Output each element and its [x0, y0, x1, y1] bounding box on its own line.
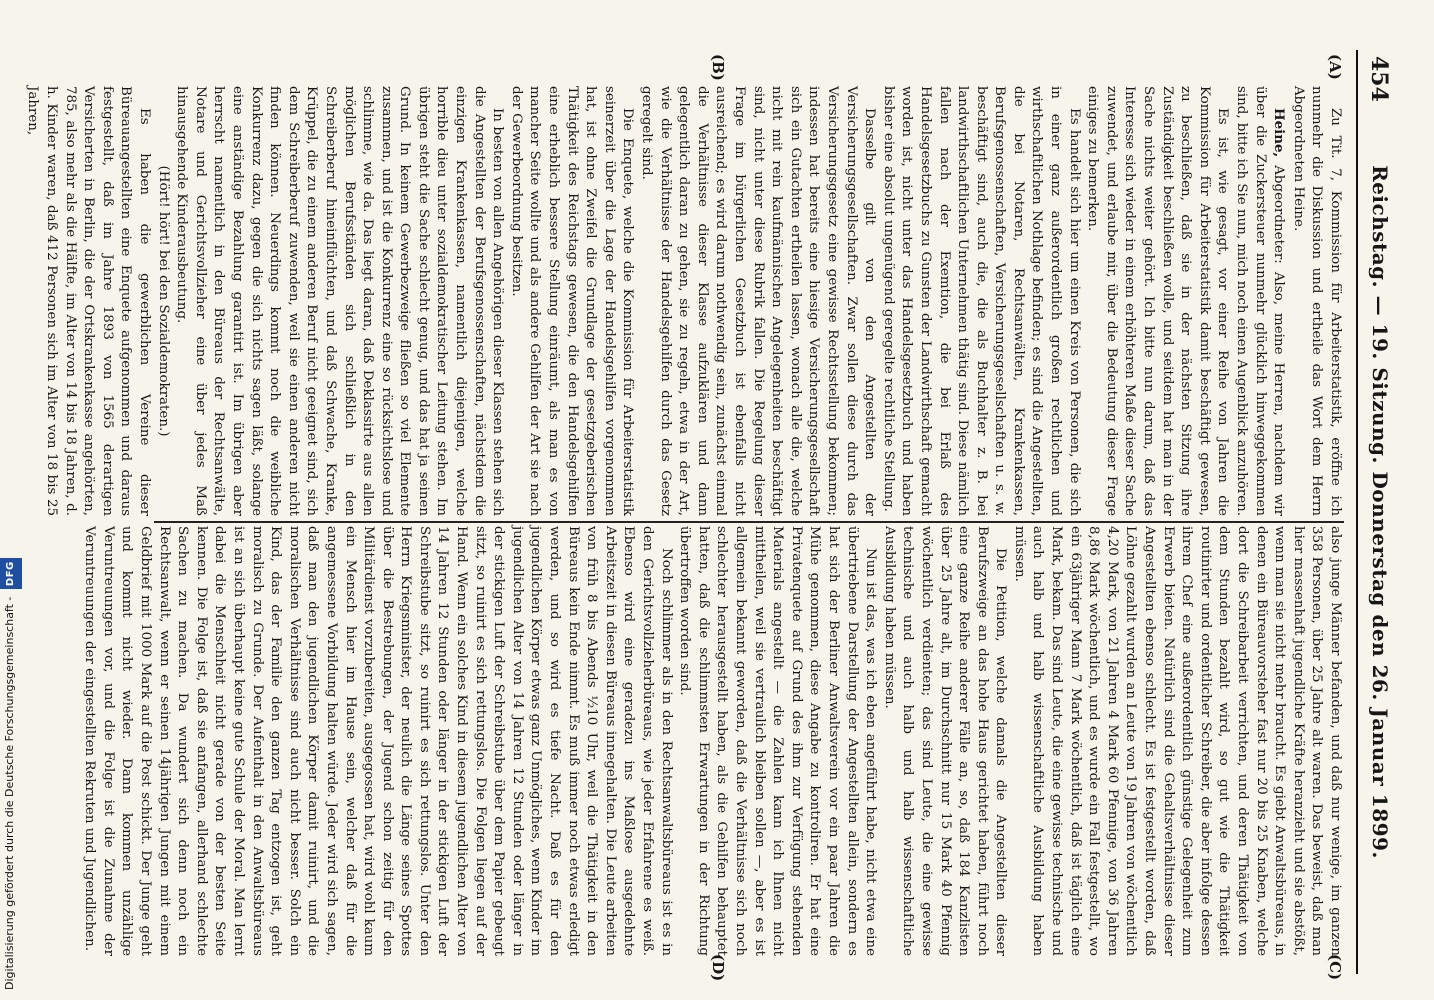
paragraph: Es ist, wie gesagt, vor einer Reihe von Jahren die Kommission für Arbeiterstatistik damit beschäftigt gewesen, zu beschließen, daß sie in der nächsten Sitzung ihre Zuständigkeit beschließen wolle, und seitdem hat man in der Sache nichts weiter gehört. Ich bitte nun darum, daß das Interesse sich wieder in einem erhöhteren Maße dieser Sache zuwendet, und erlaube mir, über die Bedeutung dieser Frage einiges zu bemerken. [1085, 86, 1231, 516]
paragraph: Noch schlimmer als in den Rechtsanwaltsbüreaus ist es in den Gerichtsvollzieherbüreaus, wie jeder Erfahrene es weiß. Ebenso wird eine geradezu ins Maßlose ausgedehnte Arbeitszeit in diesen Büreaus innegehalten. Die Leute arbeiten von früh 8 bis Abends ½10 Uhr, weil die Thätigkeit in den Büreaus kein Ende nimmt. Es muß immer noch etwas erledigt werden, und so wird es tiefe Nacht. Daß es für den jugendlichen Körper etwas ganz Unmögliches, wenn Kinder im jugendlichen Alter von 14 Jahren 12 Stunden oder länger in der stickigen Luft der Schreibstube über dem Papier gebeugt sitzt, so ruinirt es sich rettungslos. Die Folgen liegen auf der Hand. Wenn ein solches Kind in diesem jugendlichen Alter von 14 Jahren 12 Stunden oder länger in der stickigen Luft der Schreibstube sitzt, so ruinirt es sich rettungslos. Unter den Herrn Kriegsminister, der neulich die Länge seines Spottes über die Bestrebungen, der Jugend schon zeitig für den Militärdienst vorzubereiten, ausgegossen hat, wird wohl kaum ein Mensch hier im Hause sein, welcher daß für die angemessene Vorbildung halten würde. Jeder wird sich sagen, daß man den jugendlichen Körper damit ruinirt, und die moralischen Verhältnisse sind auch nicht besser. Solch ein Kind, das der Familie den ganzen Tag entzogen ist, geht moralisch zu Grunde. Der Aufenthalt in den Anwaltsbüreaus ist an sich überhaupt keine gute Schule der Moral. Man lernt dabei die Menschheit nicht gerade von der besten Seite kennen. Die Folge ist, daß sie anfangen, allerhand schlechte Sachen zu machen. Da wundert sich denn noch ein Rechtsanwalt, wenn er seinen 14jährigen Jungen mit einem Geldbrief mit 1000 Mark auf die Post schickt. Der Junge geht und kommt nicht wieder. Dann kommen unzählige Veruntreuungen vor, und die Folge ist die Zunahme der Veruntreuungen der eingestellten Rekruten und Jugendlichen. [82, 526, 674, 956]
paragraph: also junge Männer befanden, und daß nur wenige, im ganzen 358 Personen, über 25 Jahre alt waren. Das beweist, daß man hier massenhaft jugendliche Kräfte heranzieht und sie abstößt, wenn man sie nicht mehr braucht. Es giebt Anwaltsbüreaus, in denen ein Büreauvorsteher fast nur 20 bis 25 Knaben, welche dort die Schreibarbeit verrichten, und deren Thätigkeit von dem Stunden bezahlt wird, so gut wie die Thätigkeit routinirter und ordentlicher Schreiber, die aber infolge dessen ihrem Chef eine außerordentlich günstige Gelegenheit zum Erwerb bieten. Natürlich sind die Gehaltsverhältnisse dieser Angestellten ebenso schlecht. Es ist festgestellt worden, daß Löhne gezahlt wurden an Leute von 19 Jahren von wöchentlich 4,20 Mark, von 21 Jahren 4 Mark 60 Pfennige, von 36 Jahren 8,86 Mark wöchentlich, und es wurde ein Fall festgestellt, wo ein 63jähriger Mann 7 Mark wöchentlich, daß ist täglich eine Mark, bekam. Das sind Leute, die eine gewisse technische und auch halb und halb wissenschaftliche Ausbildung haben müssen. [1011, 526, 1343, 956]
column-divider [154, 521, 1344, 523]
page-number: 454 [1366, 56, 1392, 102]
digitization-credit [0, 0, 20, 1000]
margin-marker-b: (B) [709, 54, 727, 81]
speech-text: Abgeordneter: Also, meine Herren, nachdem wir über die Zuckersteuer nunmehr glücklich hinweggekommen sind, bitte ich Sie nun, mich noch einen Augenblick anzuhören. [1234, 86, 1287, 517]
dfg-logo: DFG [0, 558, 22, 589]
paragraph: Die Enquete, welche die Kommission für Arbeiterstatistik seinerzeit über die Lage der Handelsgehilfen vorgenommen hat, ist ohne Zweifel die Grundlage der gesetzgeberischen Thätigkeit des Reichstags gewesen, die den Handelsgehilfen eine erheblich bessere Stellung einräumt, als man es von mancher Seite wollte und als andere Gehilfen der Art sie nach der Gewerbeordnung besitzen. [508, 86, 636, 516]
paragraph: Die Petition, welche damals die Angestellten dieser Berufszweige an das hohe Haus gerichtet haben, führt noch eine ganze Reihe anderer Fälle an, so, daß 184 Kanzlisten über 25 Jahre alt, im Durchschnitt nur 15 Mark 40 Pfennig wöchentlich verdienten; das sind Leute, die eine gewisse technische und auch halb und halb wissenschaftliche Ausbildung haben müssen. [881, 526, 1009, 956]
page-header-title: Reichstag. — 19. Sitzung. Donnerstag den 26. Januar 1899. [1368, 165, 1392, 859]
credit-text: Digitalisierung gefördert durch die Deutsche Forschungsgemeinschaft - [3, 596, 16, 990]
paragraph: Zu Tit. 7, Kommission für Arbeiterstatistik, eröffne ich nunmehr die Diskussion und ertheile das Wort dem Herrn Abgeordneten Heine. [1290, 86, 1343, 516]
paragraph: Dasselbe gilt von den Angestellten der Versicherungsgesellschaften. Zwar sollen diese durch das Versicherungsgesetz eine gewisse Rechtsstellung bekommen; indessen hat bereits eine hiesige Versicherungsgesellschaft sich ein Gutachten ertheilen lassen, wonach alle die, welche nicht mit rein kaufmännischen Angelegenheiten beschäftigt sind, nicht unter diese Rubrik fallen. Die Regelung dieser Frage im bürgerlichen Gesetzbuch ist ebenfalls nicht ausreichend; es wird darum nothwendig sein, zunächst einmal die Verhältnisse dieser Klasse aufzuklären und dann gelegentlich daran zu gehen, sie zu regeln, etwa in der Art, wie die Verhältnisse der Handelsgehilfen durch das Gesetz geregelt sind. [639, 86, 878, 516]
header-rule [1356, 50, 1358, 974]
running-head [1362, 34, 1392, 990]
paragraph: In besten von allen Angehörigen dieser Klassen stehen sich die Angestellten der Berufsgenossenschaften, nächstdem die einzigen Krankenkassen, namentlich diejenigen, welche horrible dieu unter sozialdemokratischer Leitung stehen. Im übrigen steht die Sache schlecht genug, und das hat ja seinen Grund. In keinem Gewerbezweige fließen so viel Elemente zusammen, und ist die Konkurrenz eine so rücksichtslose und schlimme, wie da. Das liegt daran, daß Deklassirte aus allen möglichen Berufsständen sich schließlich in den Schreiberberuf hineinflüchten, und daß Schwache, Kranke, Krüppel, die zu einem anderen Beruf nicht geeignet sind, sich dem Schreiberberuf zuwenden, weil sie einen anderen nicht finden können. Neuerdings kommt noch die weibliche Konkurrenz dazu, gegen die sich nichts sagen läßt, solange eine anständige Bezahlung garantirt ist. Im übrigen aber herrscht namentlich in den Büreaus der Rechtsanwälte, Notare und Gerichtsvollzieher eine über jedes Maß hinausgehende Kinderausbeutung. [174, 86, 506, 516]
paragraph [1231, 86, 1288, 516]
text-column-left [25, 86, 1344, 517]
margin-marker-a: (A) [1326, 54, 1344, 80]
margin-marker-d: (D) [709, 954, 727, 982]
paragraph: Es handelt sich hier um einen Kreis von Personen, die sich in einer ganz außerordentlich großen rechtlichen und wirthschaftlichen Nothlage befinden; es sind die Angestellten, die bei Notaren, Rechtsanwälten, Krankenkassen, Berufsgenossenschaften, Versicherungsgesellschaften u. s. w. beschäftigt sind, auch die, die als Buchhalter z. B. bei landwirthschaftlichen Unternehmen thätig sind. Diese nämlich fallen nach der Exemtion, die bei Erlaß des Handelsgesetzbuchs zu Gunsten der Landwirthschaft gemacht worden ist, nicht unter das Handelsgesetzbuch und haben bisher eine absolut ungenügend geregelte rechtliche Stellung. [880, 86, 1082, 516]
text-column-right [82, 526, 1344, 956]
document-page [25, 34, 1392, 990]
paragraph: Es haben die gewerblichen Vereine dieser Büreauangestellten eine Enquete aufgenommen und daraus festgestellt, daß im Jahre 1893 von 1565 derartigen Versicherten in Berlin, die der Ortskrankenkasse angehörten, 785, also mehr als die Hälfte, im Alter von 14 bis 18 Jahren, d. h. Kinder waren, daß 412 Personen sich im Alter von 18 bis 25 Jahren, [25, 86, 152, 516]
interjection: (Hört! hört! bei den Sozialdemokraten.) [155, 165, 171, 437]
speaker-name: Heine, [1271, 108, 1288, 158]
margin-marker-c: (C) [1326, 954, 1344, 981]
paragraph: Nun ist das, was ich eben angeführt habe, nicht etwa eine übertriebene Darstellung der Angestellten allein, sondern es hat sich der Berliner Anwaltsverein vor ein paar Jahren die Mühe genommen, diese Angabe zu kontroliren. Er hat eine Privatenquete auf Grund des ihm zur Verfügung stehenden Materials angestellt — die Zahlen kann ich Ihnen nicht mittheilen, weil sie vertraulich bleiben sollen —, aber es ist allgemein bekannt geworden, daß die Verhältnisse sich noch schlechter herausgestellt haben, als die Gehilfen behauptet hatten, daß die schlimmsten Erwartungen in der Richtung übertroffen worden sind. [677, 526, 879, 956]
